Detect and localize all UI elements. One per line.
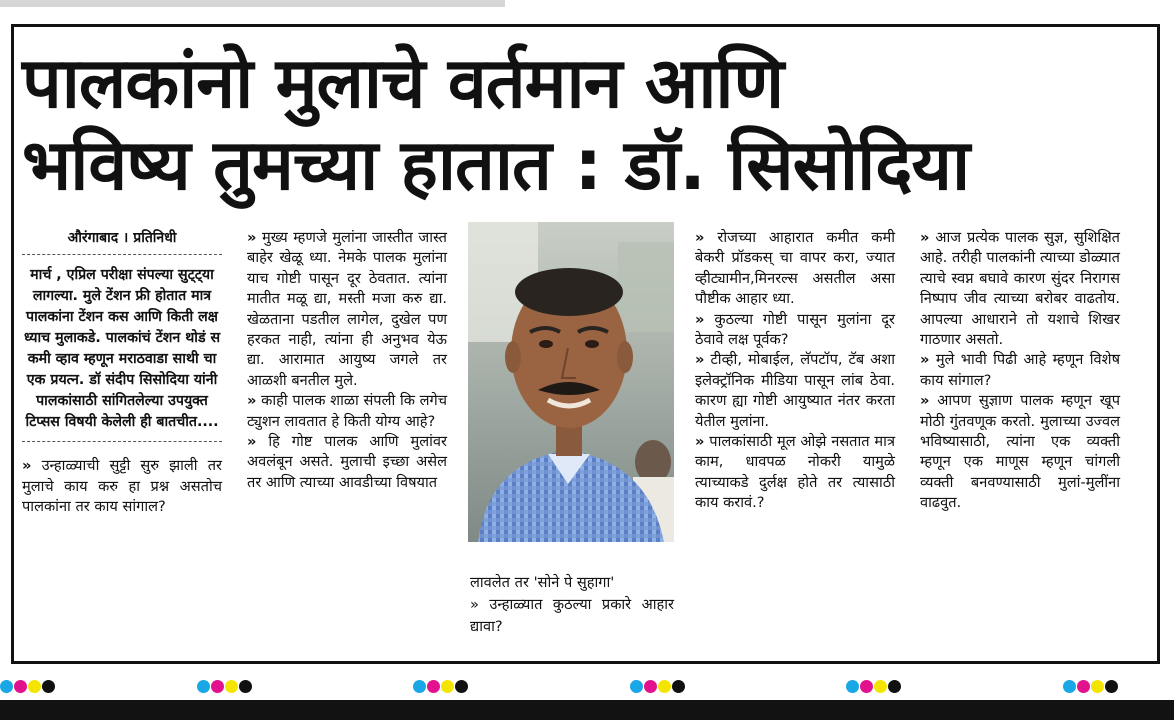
portrait-illustration: [468, 222, 674, 542]
question-marker: »: [22, 457, 32, 475]
answer-marker: »: [920, 392, 930, 410]
question-marker: »: [695, 433, 705, 451]
paragraph: » टीव्ही, मोबाईल, लॅपटॉप, टॅब अशा इलेक्ट्रॉनिक मीडिया पासून लांब ठेवा. कारण ह्या गोष्टी आयुष्यात नंतर करता येतील मुलांना.: [695, 351, 896, 430]
paragraph: » काही पालक शाळा संपली कि लगेच ट्युशन लावतात हे किती योग्य आहे?: [247, 392, 447, 430]
headline: [22, 42, 1152, 206]
paragraph: » आज प्रत्येक पालक सुज्ञ, सुशिक्षित आहे. तरीही पालकांनी त्याच्या डोळ्यात त्याचे स्वप्न बघावे कारण सुंदर निरागस निष्पाप जीव त्याच्या बरोबर वाढतोय. आपल्या आधाराने तो यशाचे शिखर गाठणार असतो.: [920, 229, 1120, 349]
paragraph: » आपण सुज्ञाण पालक म्हणून खूप मोठी गुंतवणूक करतो. मुलाच्या उज्वल भविष्यासाठी, त्यांना एक व्यक्ती म्हणून एक माणूस म्हणून चांगली व्यक्ती बनवण्यासाठी मुलां-मुलींना वाढवुत.: [920, 392, 1120, 512]
byline: औरंगाबाद । प्रतिनिधी: [22, 228, 222, 255]
column-1: [22, 228, 222, 518]
paragraph: » उन्हाळ्याची सुट्टी सुरु झाली तर मुलाचे काय करु हा प्रश्न असतोच पालकांना तर काय सांगाल?: [22, 457, 222, 516]
answer-marker: »: [247, 229, 257, 246]
paragraph: » पालकांसाठी मूल ओझे नसतात मात्र काम, धावपळ नोकरी यामुळे त्याच्याकडे दुर्लक्ष होते तर त्यासाठी काय करावं.?: [695, 433, 895, 512]
print-registration-mark: [413, 680, 468, 692]
print-registration-mark: [1063, 680, 1118, 692]
answer-marker: »: [695, 351, 705, 369]
paragraph: लावलेत तर 'सोने पे सुहागा': [470, 574, 615, 591]
headline-line-1: पालकांनो मुलाचे वर्तमान आणि: [22, 42, 784, 124]
column-3: [470, 572, 674, 638]
answer-marker: »: [920, 229, 930, 246]
paragraph: » मुख्य म्हणजे मुलांना जास्तीत जास्त बाहेर खेळू ध्या. नेमके पालक मुलांना याच गोष्टी पासून दूर ठेवतात. त्यांना मातीत मळू द्या, मस्ती मजा करु द्या. खेळताना पडतील लागेल, दुखेल पण हरकत नाही, त्यांना ही अनुभव येऊ द्या. आरामात आयुष्य जगले तर आळशी बनतील मुले.: [247, 229, 447, 389]
print-registration-mark: [197, 680, 252, 692]
question-marker: »: [470, 596, 479, 613]
print-registration-mark: [846, 680, 901, 692]
paragraph: » हि गोष्ट पालक आणि मुलांवर अवलंबून असते. मुलाची इच्छा असेल तर आणि त्याच्या आवडीच्या विषयात: [247, 433, 447, 491]
intro-summary: मार्च , एप्रिल परीक्षा संपल्या सुट्ट्या लागल्या. मुले टेंशन फ्री होतात मात्र पालकांना टेंशन कस आणि किती लक्ष ध्याच मुलाकडे. पालकांचं टेंशन थोडं स कमी व्हाव म्हणून मराठवाडा साथी चा एक प्रयत्न. डॉ संदीप सिसोदिया यांनी पालकांसाठी सांगितलेल्या उपयुक्त टिप्सस विषयी केलेली ही बातचीत....: [22, 265, 222, 442]
column-4: [695, 228, 895, 514]
question-marker: »: [920, 351, 930, 369]
column-5: [920, 228, 1120, 514]
paragraph: » रोजच्या आहारात कमीत कमी बेकरी प्रॉडकस् चा वापर करा, ज्यात व्हीट्यामीन,मिनरल्स असतील असा पौष्टीक आहार ध्या.: [695, 229, 896, 308]
column-2: [247, 228, 447, 493]
print-registration-mark: [0, 680, 55, 692]
headline-line-2: भविष्य तुमच्या हातात : डॉ. सिसोदिया: [22, 124, 970, 206]
answer-marker: »: [247, 433, 257, 451]
bottom-black-band: [0, 700, 1174, 720]
print-registration-mark: [630, 680, 685, 692]
top-grey-strip: [0, 0, 505, 7]
question-marker: »: [247, 392, 257, 410]
question-marker: »: [695, 310, 705, 328]
answer-marker: »: [695, 229, 705, 246]
paragraph: » उन्हाळ्यात कुठल्या प्रकारे आहार द्यावा?: [470, 596, 674, 635]
paragraph: » कुठल्या गोष्टी पासून मुलांना दूर ठेवावे लक्ष पूर्वक?: [695, 310, 896, 349]
portrait-photo: [468, 222, 674, 542]
paragraph: » मुले भावी पिढी आहे म्हणून विशेष काय सांगाल?: [920, 351, 1120, 389]
